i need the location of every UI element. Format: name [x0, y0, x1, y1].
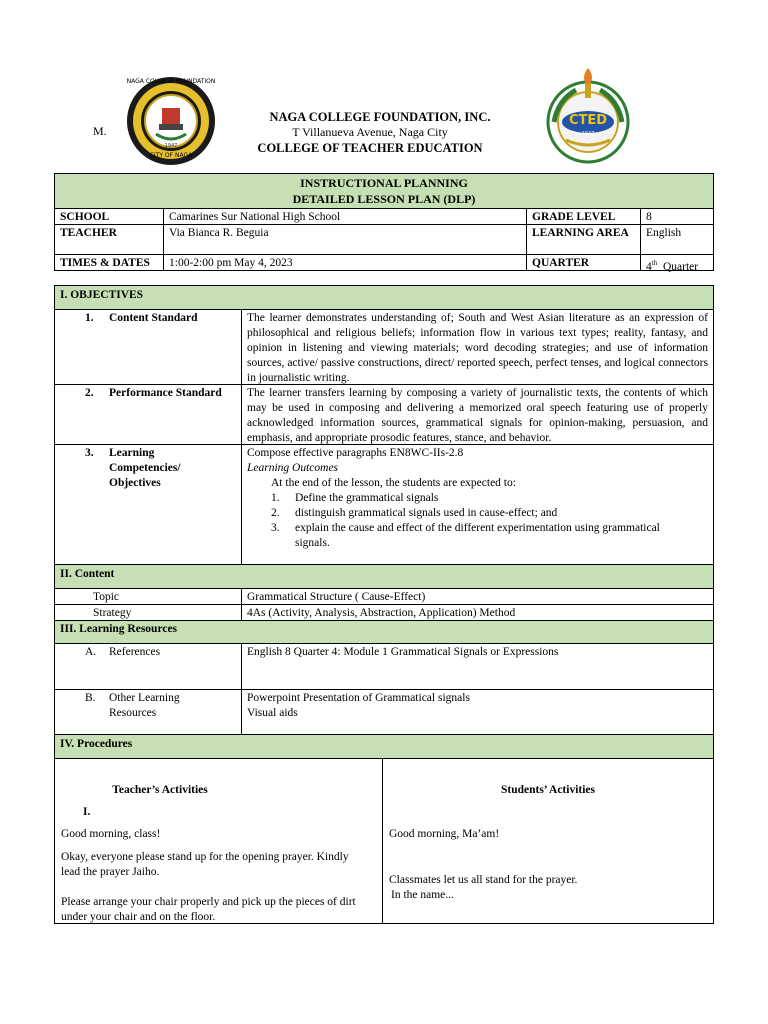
comp-item-3-num: 3. [271, 522, 280, 534]
grade-value: 8 [640, 208, 714, 225]
procedures-heading: IV. Procedures [54, 734, 714, 759]
institution-address: T Villanueva Avenue, Naga City [292, 125, 448, 139]
institution-name: NAGA COLLEGE FOUNDATION, INC. [269, 110, 491, 124]
comp-item-1 [271, 491, 708, 506]
comp-label: Learning Competencies/ Objectives [109, 447, 181, 489]
teacher-line-2: Okay, everyone please stand up for the opening prayer. Kindly lead the prayer Jaiho. [61, 851, 349, 878]
references-label [54, 643, 242, 690]
competencies-text [241, 444, 714, 565]
comp-item-3-text: explain the cause and effect of the different experimentation using grammatical signals. [295, 522, 660, 549]
comp-item-2-num: 2. [271, 507, 280, 519]
comp-item-1-text: Define the grammatical signals [295, 492, 439, 504]
ref-num: A. [85, 646, 97, 658]
teacher-activities-heading: Teacher’s Activities [112, 784, 208, 796]
other-value-2: Visual aids [247, 707, 298, 719]
performance-standard-label [54, 384, 242, 445]
other-num: B. [85, 692, 96, 704]
plan-title-1: INSTRUCTIONAL PLANNING [300, 176, 468, 190]
student-activities [382, 758, 714, 924]
comp-num: 3. [85, 447, 94, 459]
comp-line1: Compose effective paragraphs EN8WC-IIs-2.8 [247, 447, 464, 459]
student-line-2: Classmates let us all stand for the prayer. [389, 874, 578, 886]
topic-value: Grammatical Structure ( Cause-Effect) [241, 588, 714, 605]
plan-title [54, 173, 714, 209]
comp-item-3 [271, 521, 708, 551]
procedure-part: I. [83, 806, 91, 818]
right-logo-text: CTED [568, 113, 608, 128]
times-value: 1:00-2:00 pm May 4, 2023 [163, 254, 527, 271]
quarter-sup: th [651, 259, 658, 267]
topic-label: Topic [54, 588, 242, 605]
right-logo [536, 60, 640, 164]
student-activities-heading: Students’ Activities [500, 784, 596, 796]
area-label: LEARNING AREA [526, 224, 641, 255]
other-value-1: Powerpoint Presentation of Grammatical signals [247, 692, 470, 704]
performance-standard-text: The learner transfers learning by composing a variety of journalistic texts, the contents of which may be used in composing and delivering a memorized oral speech featuring use of properly acknowledged information sources, grammatical signals for opinion-making, persuasion, and emphasis, and appropriate prosodic features, stance, and behavior. [241, 384, 714, 445]
comp-list [247, 491, 708, 551]
teacher-line-1: Good morning, class! [61, 828, 161, 840]
college-name: COLLEGE OF TEACHER EDUCATION [257, 141, 483, 155]
perf-label: Performance Standard [109, 387, 222, 399]
content-label: Content Standard [109, 312, 198, 324]
competencies-label [54, 444, 242, 565]
references-value: English 8 Quarter 4: Module 1 Grammatical Signals or Expressions [241, 643, 714, 690]
school-label: SCHOOL [54, 208, 164, 225]
area-value: English [640, 224, 714, 255]
quarter-word: Quarter [662, 260, 699, 273]
comp-item-2 [271, 506, 708, 521]
content-heading: II. Content [54, 564, 714, 589]
teacher-activities [54, 758, 383, 924]
student-line-1: Good morning, Ma’am! [389, 828, 500, 840]
comp-intro: At the end of the lesson, the students are expected to: [271, 477, 516, 489]
left-logo-city [126, 152, 216, 159]
comp-item-1-num: 1. [271, 492, 280, 504]
content-standard-text: The learner demonstrates understanding of; South and West Asian literature as an expression of philosophical and religious beliefs; information flow in various text types; reality, fantasy, and opinion in listening and viewing materials; word decoding strategies; and use of information sources, active/ passive constructions, direct/ reported speech, perfect tenses, and logical connectors in journalistic writing. [241, 309, 714, 385]
quarter-num: 4 [646, 260, 652, 273]
student-line-3: In the name... [391, 889, 454, 901]
objectives-heading: I. OBJECTIVES [54, 285, 714, 310]
left-logo-text: NAGA COLLEGE FOUNDATION [126, 78, 216, 85]
content-num: 1. [85, 312, 94, 324]
teacher-value: Via Bianca R. Beguia [163, 224, 527, 255]
left-logo-city-text: CITY OF NAGA [149, 152, 193, 159]
letter-m: M. [93, 124, 107, 138]
other-resources-value [241, 689, 714, 735]
other-label: Other Learning Resources [109, 692, 180, 719]
resources-heading: III. Learning Resources [54, 620, 714, 644]
comp-outcomes: Learning Outcomes [247, 462, 339, 474]
comp-item-2-text: distinguish grammatical signals used in cause-effect; and [295, 507, 558, 519]
times-label: TIMES & DATES [54, 254, 164, 271]
other-resources-label [54, 689, 242, 735]
left-logo-ring-text [126, 78, 216, 85]
perf-num: 2. [85, 387, 94, 399]
teacher-line-3: Please arrange your chair properly and pick up the pieces of dirt under your chair and on the floor. [61, 896, 356, 923]
quarter-value [640, 254, 714, 271]
plan-title-2: DETAILED LESSON PLAN (DLP) [292, 192, 476, 206]
strategy-label: Strategy [54, 604, 242, 621]
content-standard-label [54, 309, 242, 385]
teacher-label: TEACHER [54, 224, 164, 255]
right-logo-year: 1947 [581, 131, 595, 137]
school-value: Camarines Sur National High School [163, 208, 527, 225]
grade-label: GRADE LEVEL [526, 208, 641, 225]
strategy-value: 4As (Activity, Analysis, Abstraction, Application) Method [241, 604, 714, 621]
quarter-label: QUARTER [526, 254, 641, 271]
svg-text:1947: 1947 [164, 143, 178, 149]
ref-label: References [109, 646, 161, 658]
